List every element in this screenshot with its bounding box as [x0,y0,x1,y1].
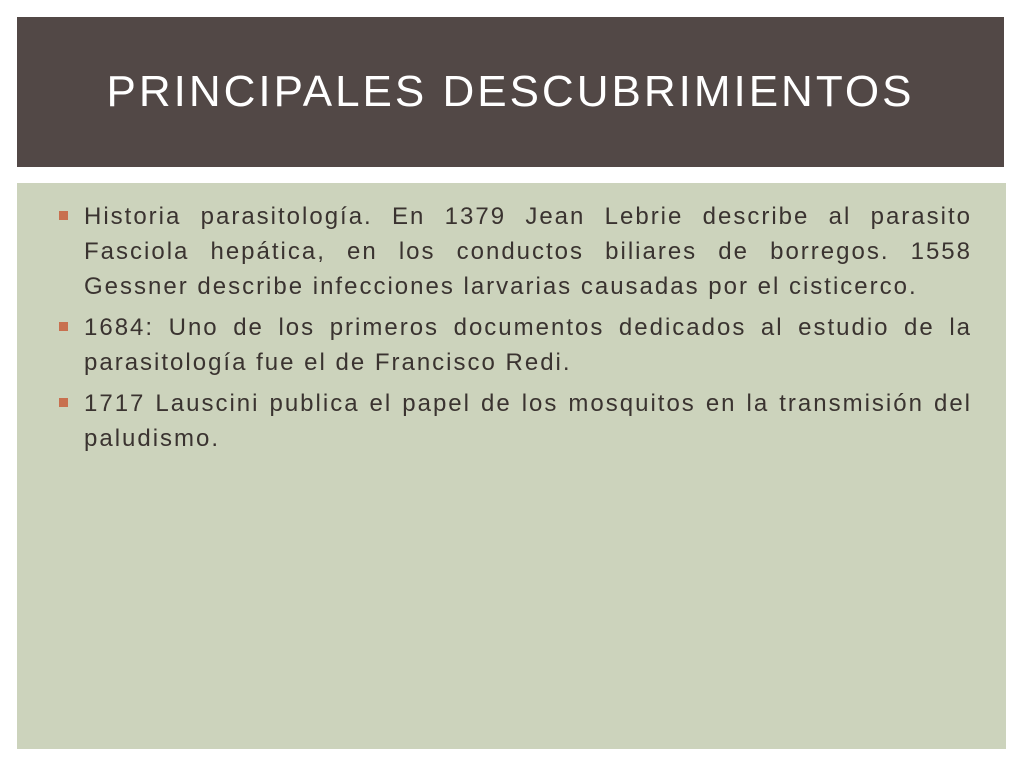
square-bullet-icon [59,398,68,407]
slide-title: PRINCIPALES DESCUBRIMIENTOS [106,67,915,116]
bullet-item [59,310,972,380]
bullet-item [59,199,972,304]
bullet-item [59,386,972,456]
content-panel [17,183,1006,749]
square-bullet-icon [59,322,68,331]
bullet-text: 1717 Lauscini publica el papel de los mosquitos en la transmisión del paludismo. [84,390,972,452]
bullet-text: Historia parasitología. En 1379 Jean Lebrie describe al parasito Fasciola hepática, en los conductos biliares de borregos. 1558 Gessner describe infecciones larvarias causadas por el cisticerco. [84,203,972,300]
square-bullet-icon [59,211,68,220]
bullet-list [59,199,972,456]
title-bar [17,17,1004,167]
bullet-text: 1684: Uno de los primeros documentos dedicados al estudio de la parasitología fue el de Francisco Redi. [84,314,972,376]
